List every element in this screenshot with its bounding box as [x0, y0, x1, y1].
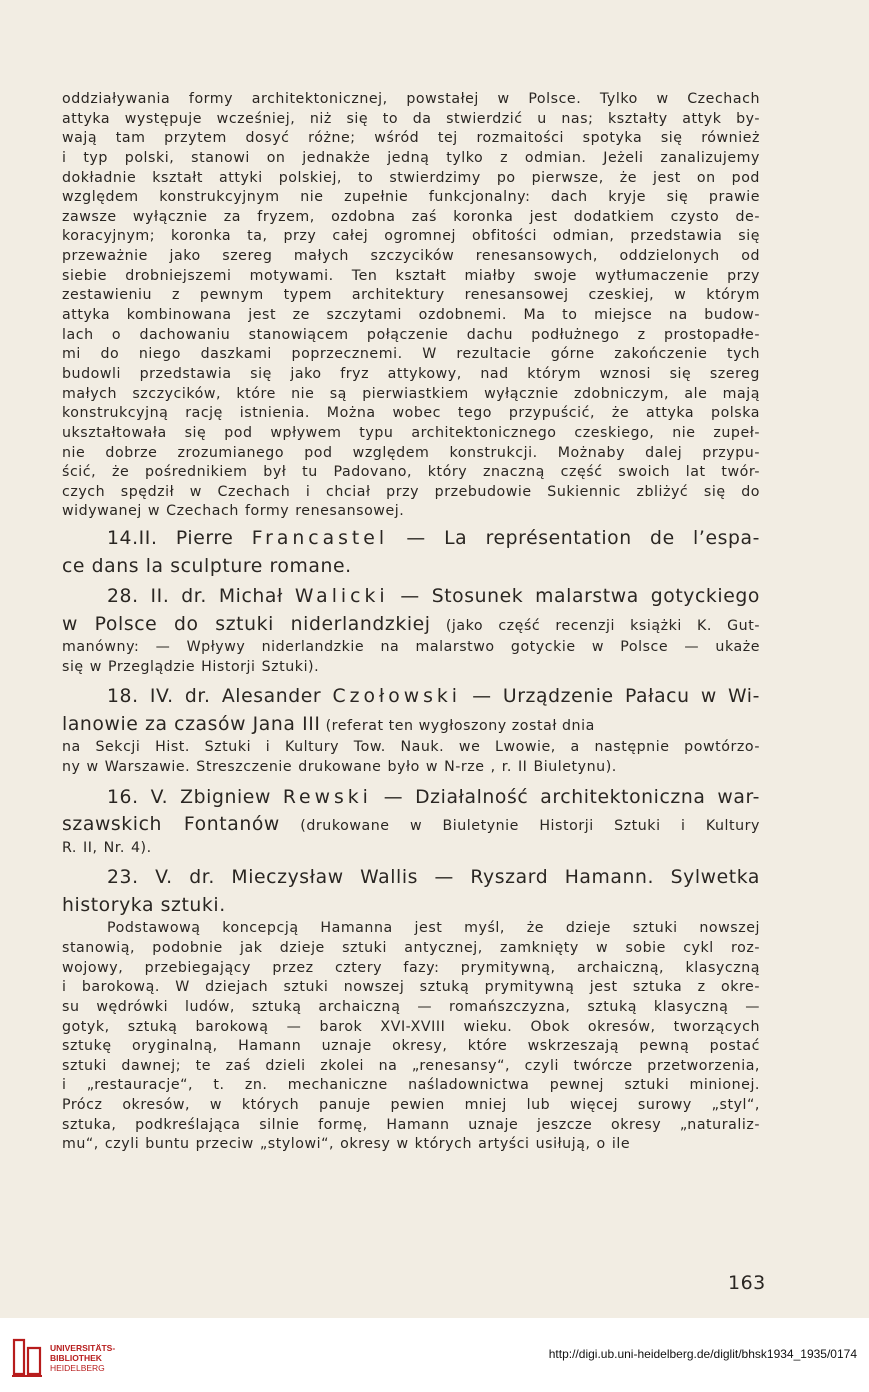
page-number: 163 — [728, 1272, 766, 1294]
text-line: widywanej w Czechach formy renesansowej. — [62, 503, 405, 520]
entry-title: Działalność architektoniczna war- — [415, 786, 760, 808]
lecture-entry-wallis: 23. V. dr. Mieczysław Wallis — Ryszard Hamann. Sylwetka historyka sztuki. — [62, 867, 760, 916]
text-line: zestawieniu z pewnym typem architektury renesansowej czeskiej, w którym — [62, 287, 760, 304]
text-line: gotyk, sztuką barokową — barok XVI-XVIII wieku. Obok okresów, tworzących — [62, 1018, 760, 1035]
entry-date: 16. V. — [107, 786, 169, 808]
entry-author: Czołowski — [332, 686, 461, 708]
entry-title: Stosunek malarstwa gotyckiego — [431, 586, 760, 608]
text-line: attyka występuje wcześniej, niż się to da stwierdzić u nas; kształty attyk by- — [62, 110, 760, 127]
text-line: względem konstrukcyjnym nie zupełnie funkcjonalny: dach kryje się prawie — [62, 189, 760, 206]
text-line: i typ polski, stanowi on jednakże jedną tylko z odmian. Jeżeli zanalizujemy — [62, 149, 760, 166]
footer-bar — [0, 1318, 869, 1392]
entry-title: Urządzenie Pałacu w Wi- — [502, 686, 760, 708]
entry-note-line: się w Przeglądzie Historji Sztuki). — [62, 658, 320, 675]
lecture-entry-rewski: 16. V. Zbigniew Rewski — Działalność architektoniczna war- szawskich Fontanów (drukowane w Biuletynie Historji Sztuki i Kultury R. II, Nr. 4). — [62, 784, 760, 859]
text-line: przeważnie jako szereg małych szczycików renesansowych, oddzielonych od — [62, 248, 760, 265]
entry-title-cont: szawskich Fontanów — [62, 814, 280, 836]
text-line: mi do niego daszkami poprzecznemi. W rezultacie górne zakończenie tych — [62, 346, 760, 363]
lecture-entry-francastel: 14.II. Pierre Francastel — La représentation de l’espa- ce dans la sculpture romane. — [62, 528, 760, 577]
entry-author: dr. Mieczysław Wallis — [189, 867, 419, 889]
text-line: konstrukcyjną rację istnienia. Można wobec tego przypuścić, że attyka polska — [62, 405, 760, 422]
text-line: ukształtowała się pod wpływem typu architektonicznego czeskiego, nie zupeł- — [62, 424, 760, 441]
text-line: lach o dachowaniu stanowiącem połączenie dachu podłużnego z prostopadłe- — [62, 326, 760, 343]
paragraph-2 — [62, 919, 760, 1155]
entry-note: (drukowane w Biuletynie Historji Sztuki i Kultury — [279, 818, 761, 835]
text-line: mu“, czyli buntu przeciw „stylowi“, okresy w których artyści usiłują, o ile — [62, 1136, 631, 1153]
entry-title-cont: lanowie za czasów Jana III — [62, 713, 321, 735]
entry-title: La représentation de l’espa- — [444, 528, 760, 550]
text-line: ścić, że pośrednikiem był tu Padovano, który znaczną część swoich lat twór- — [62, 464, 760, 481]
text-line: nie dobrze zrozumianego pod względem konstrukcji. Możnaby dalej przypu- — [62, 444, 760, 461]
lecture-entry-walicki: 28. II. dr. Michał Walicki — Stosunek malarstwa gotyckiego w Polsce do sztuki niderlandzkiej (jako część recenzji książki K. Gut- manówny: — Wpływy niderlandzkie na malarstwo gotyckie w Polsce — ukaże się w Przeglądzie Historji Sztuki). — [62, 583, 760, 677]
text-line: oddziaływania formy architektonicznej, powstałej w Polsce. Tylko w Czechach — [62, 91, 760, 107]
text-line: stanowią, podobnie jak dzieje sztuki antycznej, zamknięty w sobie cykl roz- — [62, 939, 760, 956]
text-line: wojowy, przebiegający przez cztery fazy: prymitywną, archaiczną, klasyczną — [62, 959, 760, 976]
text-line: małych szczycików, które nie są pierwiastkiem wyłącznie zdobniczym, ale mają — [62, 385, 760, 402]
entry-title: Ryszard Hamann. Sylwetka — [470, 867, 760, 889]
paragraph-1 — [62, 90, 760, 522]
text-line: su wędrówki ludów, sztuką archaiczną — romańszczyzna, sztuką klasyczną — — [62, 998, 760, 1015]
text-line: sztuki dawnej; te zaś dzieli zkolei na „renesansy“, czyli twórcze przetworzenia, — [62, 1057, 760, 1074]
text-line: sztukę oryginalną, Hamann uznaje okresy, które wskrzeszają pewną postać — [62, 1038, 760, 1055]
text-line: Prócz okresów, w których panuje pewien mniej lub więcej surowy „styl“, — [62, 1097, 760, 1114]
text-line: attyka kombinowana jest ze szczytami ozdobnemi. Ma to miejsce na budow- — [62, 307, 760, 324]
permalink-url[interactable]: http://digi.ub.uni-heidelberg.de/diglit/bhsk1934_1935/0174 — [548, 1347, 857, 1361]
entry-title-cont: ce dans la sculpture romane. — [62, 555, 352, 577]
library-name: UNIVERSITÄTS- BIBLIOTHEK HEIDELBERG — [50, 1343, 116, 1373]
text-line: wają tam przytem dosyć różne; wśród tej rozmaitości spotyka się również — [62, 130, 760, 147]
entry-date: 18. IV. — [107, 686, 174, 708]
entry-note: (jako część recenzji książki K. Gut- — [430, 617, 760, 634]
text-line: Podstawową koncepcją Hamanna jest myśl, że dzieje sztuki nowszej — [107, 920, 760, 937]
text-line: zawsze wyłącznie za fryzem, ozdobna zaś koronka jest dodatkiem czysto de- — [62, 208, 760, 225]
lecture-entry-czolowski: 18. IV. dr. Alesander Czołowski — Urządzenie Pałacu w Wi- lanowie za czasów Jana III (referat ten wygłoszony został dnia na Sekcji Hist. Sztuki i Kultury Tow. Nauk. we Lwowie, a następnie powtórzo- ny w Warszawie. Streszczenie drukowane było w N-rze , r. II Biuletynu). — [62, 683, 760, 777]
entry-note-line: manówny: — Wpływy niderlandzkie na malarstwo gotyckie w Polsce — ukaże — [62, 639, 760, 656]
entry-note-line: na Sekcji Hist. Sztuki i Kultury Tow. Nauk. we Lwowie, a następnie powtórzo- — [62, 739, 760, 756]
entry-author: Francastel — [251, 528, 389, 550]
entry-note: (referat ten wygłoszony został dnia — [320, 717, 595, 734]
entry-title-cont: w Polsce do sztuki niderlandzkiej — [62, 613, 431, 635]
text-line: budowli przedstawia się jako fryz attykowy, nad którym wznosi się szereg — [62, 365, 760, 382]
entry-date: 28. II. — [107, 586, 170, 608]
library-logo-icon — [10, 1334, 44, 1378]
entry-author: Walicki — [294, 586, 389, 608]
text-line: siebie drobniejszemi motywami. Ten kształt miałby swoje wytłumaczenie przy — [62, 267, 760, 284]
entry-note-line: ny w Warszawie. Streszczenie drukowane było w N-rze , r. II Biuletynu). — [62, 759, 617, 776]
entry-author: Rewski — [282, 786, 372, 808]
text-block — [62, 90, 760, 1155]
text-line: czych spędził w Czechach i chciał przy przebudowie Sukiennic zbliżyć się do — [62, 483, 760, 500]
text-line: i barokową. W dziejach sztuki nowszej sztuką prymitywną jest sztuka z okre- — [62, 979, 760, 996]
entry-note-line: R. II, Nr. 4). — [62, 839, 152, 856]
text-line: dokładnie kształt attyki polskiej, to stwierdzimy po pierwsze, że jest on pod — [62, 169, 760, 186]
text-line: koracyjnym; koronka ta, przy całej ogromnej obfitości odmian, przedstawia się — [62, 228, 760, 245]
text-line: sztuka, podkreślająca silnie formę, Hamann uznaje jeszcze okresy „naturaliz- — [62, 1116, 760, 1133]
entry-title-cont: historyka sztuki. — [62, 894, 226, 916]
text-line: i „restauracje“, t. zn. mechaniczne naśladownictwa pewnej sztuki minionej. — [62, 1077, 760, 1094]
entry-date: 14.II. — [107, 528, 158, 550]
entry-date: 23. V. — [107, 867, 173, 889]
